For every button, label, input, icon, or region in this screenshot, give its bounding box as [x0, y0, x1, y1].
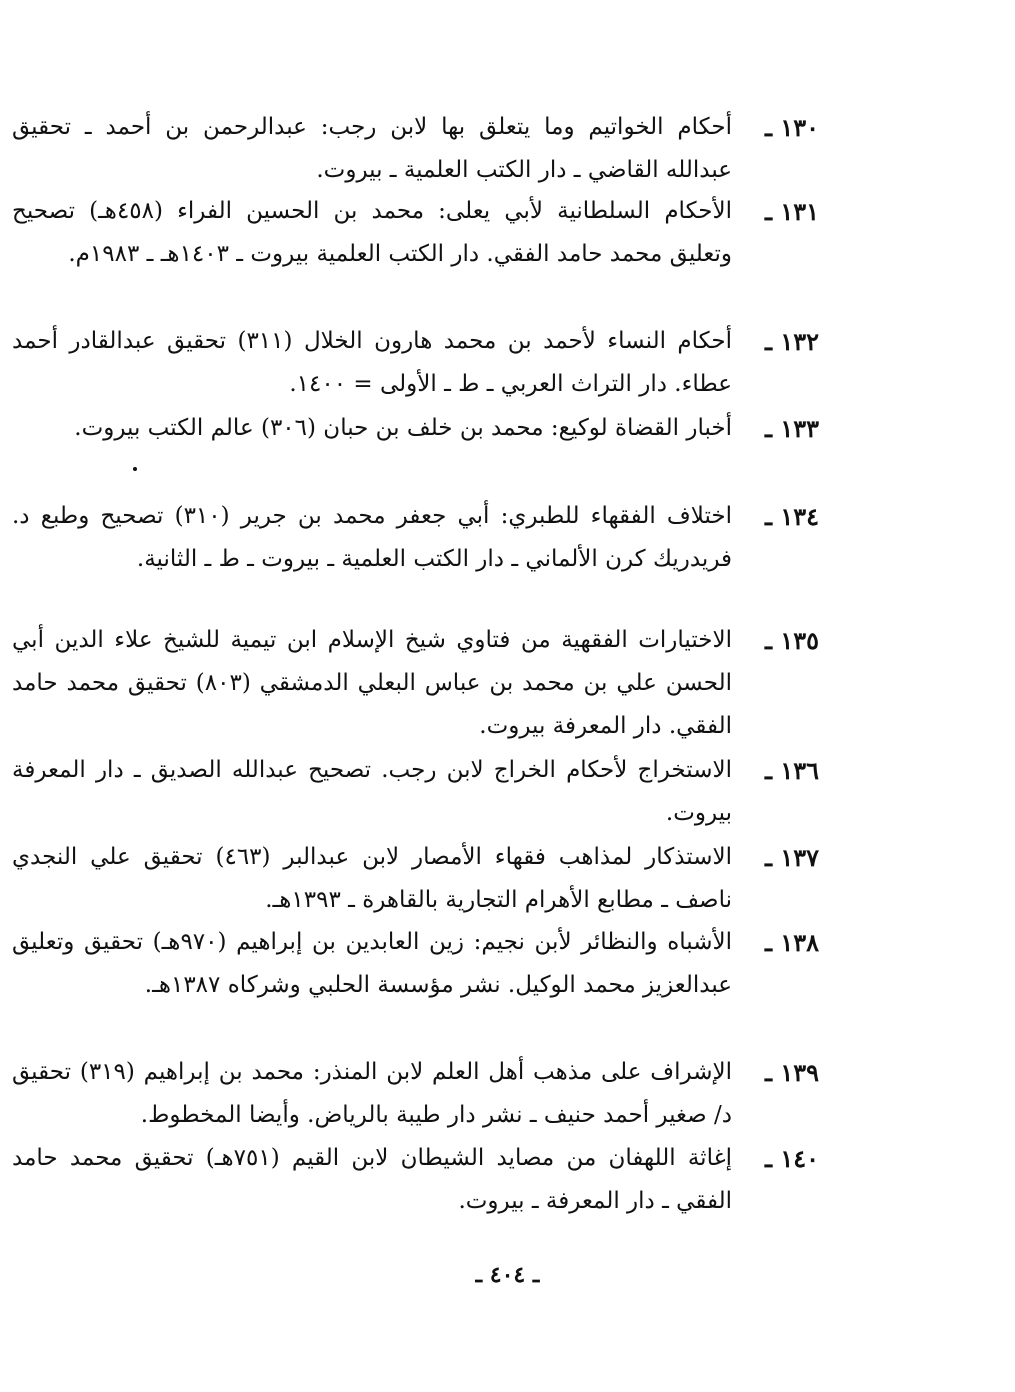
entry-number: ١٣٤ ـ [764, 502, 819, 531]
entry-text: اختلاف الفقهاء للطبري: أبي جعفر محمد بن جرير (٣١٠) تصحيح وطبع د. فريدريك كرن الألماني ـ دار الكتب العلمية ـ بيروت ـ ط ـ الثانية. [12, 503, 732, 572]
entry-text: الأحكام السلطانية لأبي يعلى: محمد بن الحسين الفراء (٤٥٨هـ) تصحيح وتعليق محمد حامد الفقي. دار الكتب العلمية بيروت ـ ١٤٠٣هـ ـ ١٩٨٣م. [12, 198, 732, 267]
entry-text: إغاثة اللهفان من مصايد الشيطان لابن القيم (٧٥١هـ) تحقيق محمد حامد الفقي ـ دار المعرفة ـ بيروت. [12, 1145, 733, 1214]
entry-text: الأشباه والنظائر لأبن نجيم: زين العابدين بن إبراهيم (٩٧٠هـ) تحقيق وتعليق عبدالعزيز محمد الوكيل. نشر مؤسسة الحلبي وشركاه ١٣٨٧هـ. [12, 929, 732, 998]
entry-number: ١٣٩ ـ [764, 1058, 819, 1087]
entry-number: ١٣٨ ـ [764, 928, 819, 957]
entry-text: أحكام النساء لأحمد بن محمد هارون الخلال (٣١١) تحقيق عبدالقادر أحمد عطاء. دار التراث العربي ـ ط ـ الأولى = ١٤٠٠. [12, 328, 732, 397]
entry-number: ١٣٣ ـ [764, 414, 819, 443]
entry-number: ١٣٧ ـ [764, 843, 819, 872]
entry-number: ١٣١ ـ [764, 197, 819, 226]
entry-text: الاستذكار لمذاهب فقهاء الأمصار لابن عبدالبر (٤٦٣) تحقيق علي النجدي ناصف ـ مطابع الأهرام التجارية بالقاهرة ـ ١٣٩٣هـ. [12, 844, 732, 913]
entry-number: ١٤٠ ـ [764, 1144, 819, 1173]
entry-number: ١٣٦ ـ [764, 756, 819, 785]
entry-text: الإشراف على مذهب أهل العلم لابن المنذر: محمد بن إبراهيم (٣١٩) تحقيق د/ صغير أحمد حنيف ـ نشر دار طيبة بالرياض. وأيضا المخطوط. [12, 1059, 732, 1128]
entry-text: الاختيارات الفقهية من فتاوي شيخ الإسلام ابن تيمية للشيخ علاء الدين أبي الحسن علي بن محمد بن عباس البعلي الدمشقي (٨٠٣) تحقيق محمد حامد الفقي. دار المعرفة بيروت. [12, 627, 732, 739]
entry-text: الاستخراج لأحكام الخراج لابن رجب. تصحيح عبدالله الصديق ـ دار المعرفة بيروت. [12, 757, 732, 826]
entry-number: ١٣٥ ـ [764, 626, 819, 655]
entry-number: ١٣٠ ـ [764, 113, 819, 142]
entry-text: أحكام الخواتيم وما يتعلق بها لابن رجب: عبدالرحمن بن أحمد ـ تحقيق عبدالله القاضي ـ دار الكتب العلمية ـ بيروت. [12, 114, 732, 183]
page-number: ـ ٤٠٤ ـ [475, 1262, 540, 1288]
entry-number: ١٣٢ ـ [764, 327, 819, 356]
scan-speck [133, 467, 137, 471]
entry-text: أخبار القضاة لوكيع: محمد بن خلف بن حبان (٣٠٦) عالم الكتب بيروت. [74, 415, 732, 441]
